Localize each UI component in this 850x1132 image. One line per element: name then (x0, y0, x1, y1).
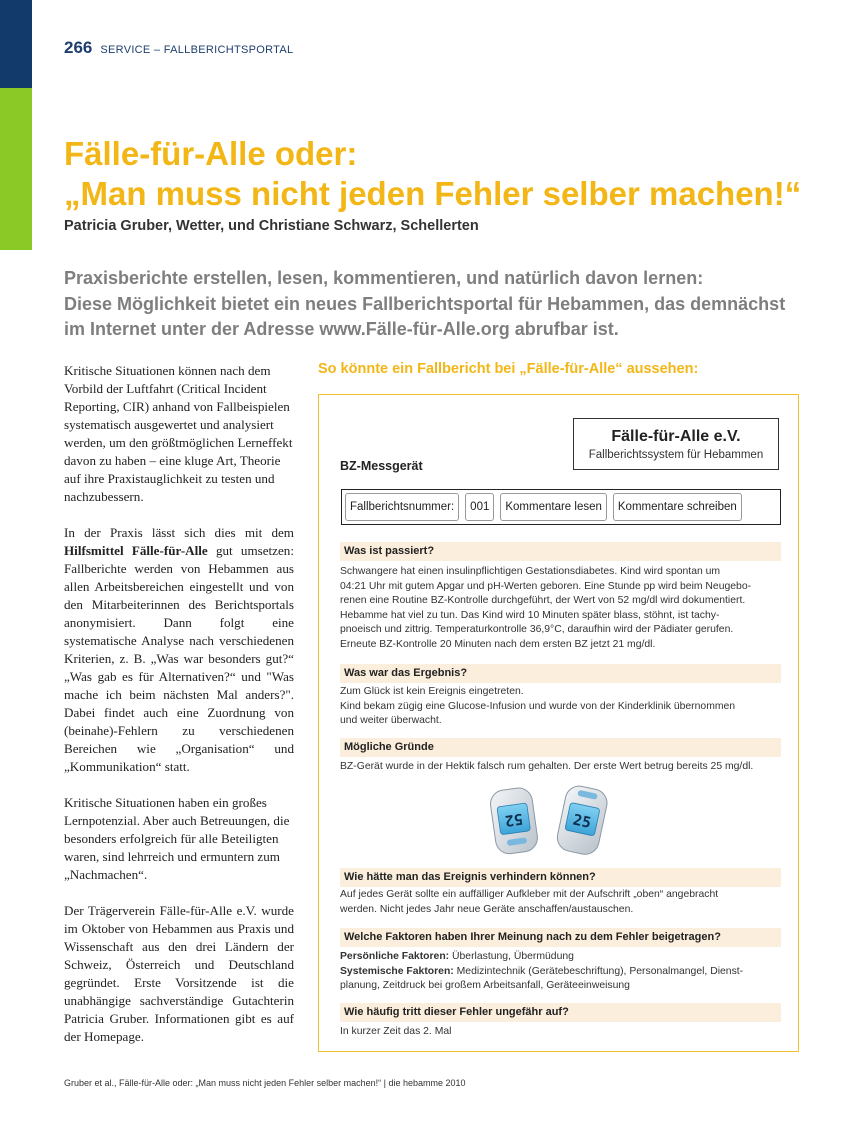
meter-reading-left: 52 (503, 809, 525, 831)
body-paragraph-2 (64, 524, 294, 776)
report-number-value: 001 (465, 493, 494, 521)
body-paragraph-4: Der Trägerverein Fälle-für-Alle e.V. wurde im Oktober von Hebammen aus Praxis und Wissenschaft aus den drei Ländern der Schweiz, Österreich und Deutschland gegründet. Erste Vorsitzende ist die unabhängige sachverständige Gutachterin Patricia Gruber. Informationen gibt es auf der Homepage. (64, 903, 294, 1044)
lead-line: im Internet unter der Adresse www.Fälle-für-Alle.org abrufbar ist. (64, 319, 619, 339)
factors-heading: Welche Faktoren haben Ihrer Meinung nach zu dem Fehler beigetragen? (340, 928, 781, 947)
text-line: renen eine Routine BZ-Kontrolle durchgeführt, der Wert von 52 mg/dl wird dokumentiert. (340, 595, 746, 606)
personal-factors-label: Persönliche Faktoren: (340, 951, 450, 962)
reasons-text (340, 760, 785, 775)
text-line: Hebamme hat viel zu tun. Das Kind wird 10 Minuten später blass, stöhnt, ist tachy- (340, 609, 720, 621)
organization-box (573, 418, 779, 470)
prevention-text (340, 888, 785, 917)
lead-line: Diese Möglichkeit bietet ein neues Fallberichtsportal für Hebammen, das demnächst (64, 293, 786, 314)
page-footer: Gruber et al., Fälle-für-Alle oder: „Man muss nicht jeden Fehler selber machen!“ | die hebamme 2010 (64, 1078, 466, 1088)
body-p2-highlight: Hilfsmittel Fälle-für-Alle (64, 543, 208, 558)
navy-margin-band (0, 0, 32, 88)
systemic-factors-value: Medizintechnik (Gerätebeschriftung), Personalmangel, Dienst- (453, 965, 744, 977)
body-column (64, 362, 294, 1064)
text-line: In kurzer Zeit das 2. Mal (340, 1026, 452, 1037)
text-line: pnoeisch und zittrig. Temperaturkontrolle 36,9°C, daraufhin wird der Pädiater gerufen. (340, 624, 734, 635)
result-heading: Was war das Ergebnis? (340, 664, 781, 683)
systemic-factors-label: Systemische Faktoren: (340, 965, 454, 977)
text-line: BZ-Gerät wurde in der Hektik falsch rum gehalten. Der erste Wert betrug bereits 25 mg/dl. (340, 761, 754, 772)
frequency-text (340, 1025, 785, 1040)
article-authors: Patricia Gruber, Wetter, und Christiane Schwarz, Schellerten (64, 218, 479, 234)
text-line: und weiter überwacht. (340, 715, 442, 726)
prevention-heading: Wie hätte man das Ereignis verhindern können? (340, 868, 781, 887)
text-line: Zum Glück ist kein Ereignis eingetreten. (340, 686, 524, 697)
read-comments-button[interactable]: Kommentare lesen (500, 493, 607, 521)
reasons-heading: Mögliche Gründe (340, 738, 781, 757)
what-happened-text (340, 565, 785, 652)
article-lead (64, 266, 804, 343)
figure-caption: So könnte ein Fallbericht bei „Fälle-für-Alle“ aussehen: (318, 361, 699, 377)
glucose-meter-left (489, 786, 539, 855)
body-p2-start: In der Praxis lässt sich dies mit dem (64, 525, 294, 540)
what-happened-heading: Was ist passiert? (340, 542, 781, 561)
text-line: planung, Zeitdruck bei großem Arbeitsanfall, Geräteeinweisung (340, 980, 630, 991)
systemic-factors-line (340, 965, 785, 980)
report-toolbar (341, 489, 781, 525)
text-line: Kind bekam zügig eine Glucose-Infusion und wurde von der Kinderklinik übernommen (340, 700, 736, 712)
body-p2-rest: gut umsetzen: Fallberichte werden von Hebammen aus allen Arbeitsbereichen eingestellt und von den Mitarbeiterinnen des Berichtsportals anonymisiert. Dann folgt eine systematische Analyse nach verschiedenen Kriterien, z. B. „Was war besonders gut?“ „Was gab es für Alternativen?“ und "Was mache ich beim nächsten Mal anders?". Dabei findet auch eine Zuordnung von (beinahe)-Fehlern zu verschiedenen Bereichen wie „Organisation“ und „Kommunikation“ statt. (64, 543, 294, 774)
text-line: Schwangere hat einen insulinpflichtigen Gestationsdiabetes. Kind wird spontan um (340, 566, 721, 577)
report-number-label: Fallberichtsnummer: (345, 493, 459, 521)
section-name: SERVICE – FALLBERICHTSPORTAL (100, 44, 294, 56)
text-line: werden. Nicht jedes Jahr neue Geräte anschaffen/austauschen. (340, 903, 634, 915)
frequency-heading: Wie häufig tritt dieser Fehler ungefähr auf? (340, 1003, 781, 1022)
case-subject-label: BZ-Messgerät (340, 459, 423, 473)
case-report-card (318, 394, 799, 1052)
personal-factors-value: Überlastung, Übermüdung (449, 951, 574, 962)
article-title (64, 134, 824, 214)
running-head (64, 38, 293, 58)
title-line-2: „Man muss nicht jeden Fehler selber machen!“ (64, 175, 802, 212)
factors-text (340, 950, 785, 994)
personal-factors-line (340, 950, 785, 965)
meter-reading-right: 25 (571, 810, 593, 832)
write-comments-button[interactable]: Kommentare schreiben (613, 493, 742, 521)
title-line-1: Fälle-für-Alle oder: (64, 135, 358, 172)
organization-subtitle: Fallberichtssystem für Hebammen (588, 449, 764, 461)
glucose-meters-image (487, 783, 611, 859)
body-paragraph-1: Kritische Situationen können nach dem Vorbild der Luftfahrt (Critical Incident Reporting, CIR) anhand von Fallbeispielen systematisch ausgewertet und analysiert werden, um den größtmöglichen Lerneffekt davon zu haben – eine kluge Art, Theorie auf ihre Praxistauglichkeit zu testen und nachzubessern. (64, 363, 293, 504)
result-text (340, 685, 785, 729)
text-line: Erneute BZ-Kontrolle 20 Minuten nach dem ersten BZ jetzt 21 mg/dl. (340, 638, 656, 650)
glucose-meter-right (555, 784, 610, 857)
text-line: 04:21 Uhr mit gutem Apgar und pH-Werten geboren. Eine Stunde pp wird beim Neugebo- (340, 580, 752, 592)
organization-name: Fälle-für-Alle e.V. (611, 428, 741, 445)
text-line: Auf jedes Gerät sollte ein auffälliger Aufkleber mit der Aufschrift „oben“ angebracht (340, 889, 719, 900)
page-number: 266 (64, 38, 93, 57)
body-paragraph-3: Kritische Situationen haben ein großes Lernpotenzial. Aber auch Betreuungen, die besonders erfolgreich für alle Beteiligten waren, sind lehrreich und ermuntern zum „Nachmachen“. (64, 795, 290, 882)
green-margin-band (0, 88, 32, 250)
lead-line: Praxisberichte erstellen, lesen, kommentieren, und natürlich davon lernen: (64, 268, 704, 288)
